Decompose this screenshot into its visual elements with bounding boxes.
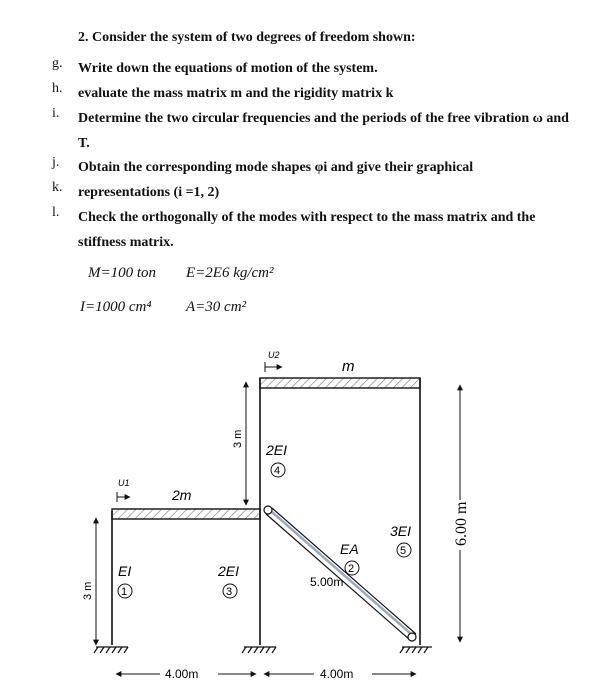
item-mark: i. (52, 106, 60, 121)
question-title: 2. Consider the system of two degrees of freedom shown: (78, 30, 416, 45)
node-number-5: 5 (400, 545, 407, 557)
dim-6m-label: 6.00 m (453, 501, 470, 546)
item-text: representations (i =1, 2) (78, 185, 220, 200)
item-text: evaluate the mass matrix m and the rigidity matrix k (78, 86, 394, 101)
support-left (94, 647, 128, 653)
dim-diag-label: 5.00m (310, 575, 344, 589)
node-number-3: 3 (226, 586, 233, 598)
top-beam (260, 378, 420, 388)
support-right (400, 647, 432, 653)
dim-span-2-label: 4.00m (320, 667, 354, 681)
item-mark: h. (52, 81, 63, 96)
item-mark: j. (52, 155, 60, 170)
node-number-2: 2 (348, 563, 355, 575)
dim-3m-left-label: 3 m (82, 581, 94, 600)
mass-lower-label: 2m (172, 487, 192, 503)
three-ei-label: 3EI (390, 523, 412, 539)
node-number-1: 1 (121, 586, 128, 598)
two-ei-left-label: 2EI (218, 563, 240, 579)
node-number-4: 4 (274, 465, 281, 477)
item-mark: k. (52, 180, 63, 195)
two-ei-top-label: 2EI (266, 442, 288, 458)
param-modulus: E=2E6 kg/cm² (186, 265, 274, 281)
dim-span-1-label: 4.00m (165, 667, 199, 681)
u2-label: U2 (268, 350, 280, 360)
param-inertia: I=1000 cm⁴ (80, 299, 152, 315)
dim-3m-mid-label: 3 m (232, 429, 244, 448)
mass-top-label: m (342, 358, 355, 375)
param-mass: M=100 ton (88, 265, 157, 281)
item-text: Obtain the corresponding mode shapes φi and give their graphical (78, 160, 474, 175)
lower-beam (112, 509, 260, 519)
item-mark: l. (52, 205, 60, 220)
ei-label: EI (118, 563, 132, 579)
param-area: A=30 cm² (186, 299, 247, 315)
item-text: Determine the two circular frequencies and the periods of the free vibration ω and T. (78, 111, 569, 151)
item-text: Check the orthogonally of the modes with respect to the mass matrix and the stiffness matrix. (78, 210, 536, 250)
item-text: Write down the equations of motion of the system. (78, 61, 378, 76)
item-mark: g. (52, 56, 63, 71)
support-middle (242, 647, 276, 653)
u1-label: U1 (118, 478, 130, 488)
ea-label: EA (340, 541, 359, 557)
